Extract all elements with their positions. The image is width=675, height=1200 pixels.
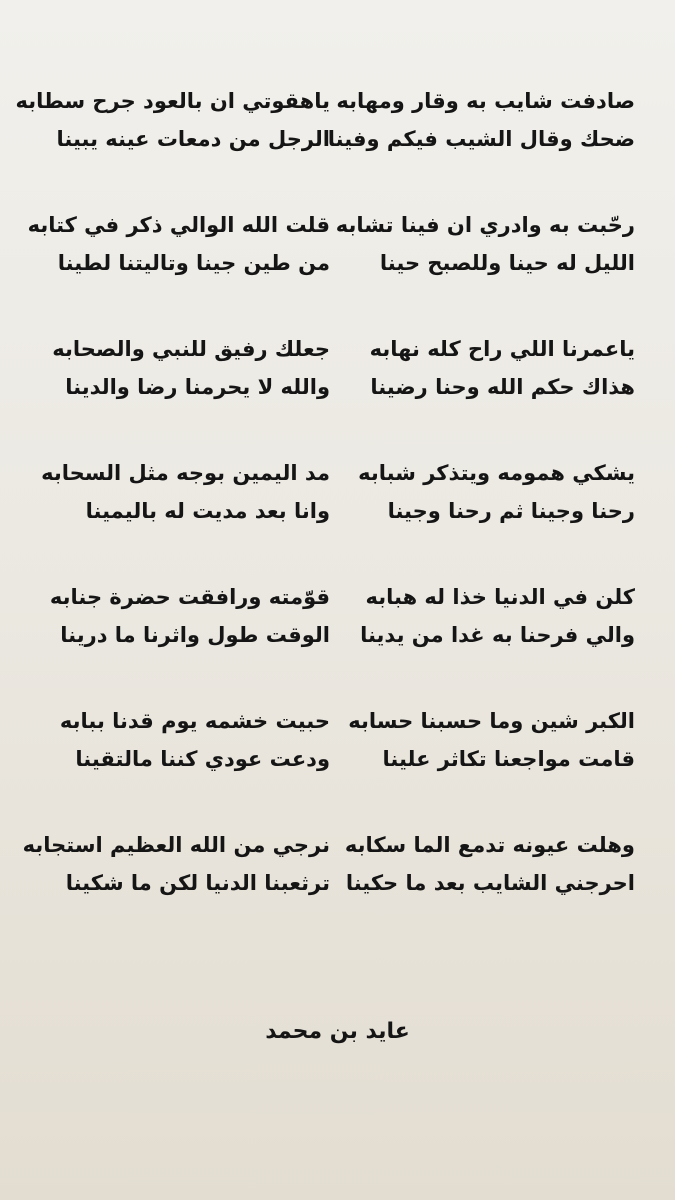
- verse-line: وهلت عيونه تدمع الما سكابه: [344, 833, 635, 857]
- verse-line: الوقت طول واثرنا ما درينا: [60, 623, 330, 647]
- right-hemistich: [345, 454, 635, 578]
- left-hemistich: [40, 330, 330, 454]
- verse-line: مد اليمين بوجه مثل السحابه: [41, 461, 330, 485]
- left-hemistich: [40, 578, 330, 702]
- verse-line: وانا بعد مديت له باليمينا: [85, 499, 330, 523]
- verse-line: ترثعبنا الدنيا لكن ما شكينا: [65, 871, 330, 895]
- poem: [15, 82, 635, 950]
- verse-line: احرجني الشايب بعد ما حكينا: [345, 871, 635, 895]
- verse-line: ياهقوتي ان بالعود جرح سطابه: [15, 89, 330, 113]
- verse-line: جعلك رفيق للنبي والصحابه: [52, 337, 330, 361]
- stanza: [15, 82, 635, 206]
- right-hemistich: [345, 826, 635, 950]
- verse-line: من طين جينا وتاليتنا لطينا: [57, 251, 330, 275]
- verse-line: نرجي من الله العظيم استجابه: [22, 833, 330, 857]
- left-hemistich: [27, 206, 330, 330]
- verse-line: الرجل من دمعات عينه يبينا: [56, 127, 330, 151]
- verse-line: قامت مواجعنا تكاثر علينا: [382, 747, 635, 771]
- verse-line: ياعمرنا اللي راح كله نهابه: [369, 337, 635, 361]
- stanza: [40, 702, 635, 826]
- verse-line: الليل له حينا وللصبح حينا: [379, 251, 635, 275]
- stanza: [27, 206, 635, 330]
- right-hemistich: [327, 82, 635, 206]
- verse-line: والله لا يحرمنا رضا والدينا: [65, 375, 330, 399]
- verse-line: قلت الله الوالي ذكر في كتابه: [27, 213, 330, 237]
- poet-signature: عايد بن محمد: [265, 1019, 410, 1044]
- right-hemistich: [335, 206, 635, 330]
- stanza: [40, 578, 635, 702]
- right-hemistich: [345, 578, 635, 702]
- verse-line: والي فرحنا به غدا من يدينا: [360, 623, 635, 647]
- verse-line: الكبر شين وما حسبنا حسابه: [348, 709, 635, 733]
- verse-line: صادفت شايب به وقار ومهابه: [336, 89, 635, 113]
- verse-line: هذاك حكم الله وحنا رضينا: [370, 375, 635, 399]
- verse-line: ودعت عودي كننا مالتقينا: [75, 747, 330, 771]
- left-hemistich: [40, 454, 330, 578]
- verse-line: كلن في الدنيا خذا له هبابه: [365, 585, 635, 609]
- left-hemistich: [22, 826, 330, 950]
- verse-line: يشكي همومه ويتذكر شبابه: [358, 461, 635, 485]
- verse-line: ضحك وقال الشيب فيكم وفينا: [327, 127, 635, 151]
- right-hemistich: [345, 702, 635, 826]
- stanza: [40, 454, 635, 578]
- stanza: [22, 826, 635, 950]
- left-hemistich: [15, 82, 330, 206]
- left-hemistich: [40, 702, 330, 826]
- verse-line: قوّمته ورافقت حضرة جنابه: [49, 585, 330, 609]
- verse-line: رحّبت به وادري ان فينا تشابه: [335, 213, 635, 237]
- stanza: [40, 330, 635, 454]
- verse-line: رحنا وجينا ثم رحنا وجينا: [387, 499, 635, 523]
- right-hemistich: [345, 330, 635, 454]
- verse-line: حبيت خشمه يوم قدنا ببابه: [59, 709, 330, 733]
